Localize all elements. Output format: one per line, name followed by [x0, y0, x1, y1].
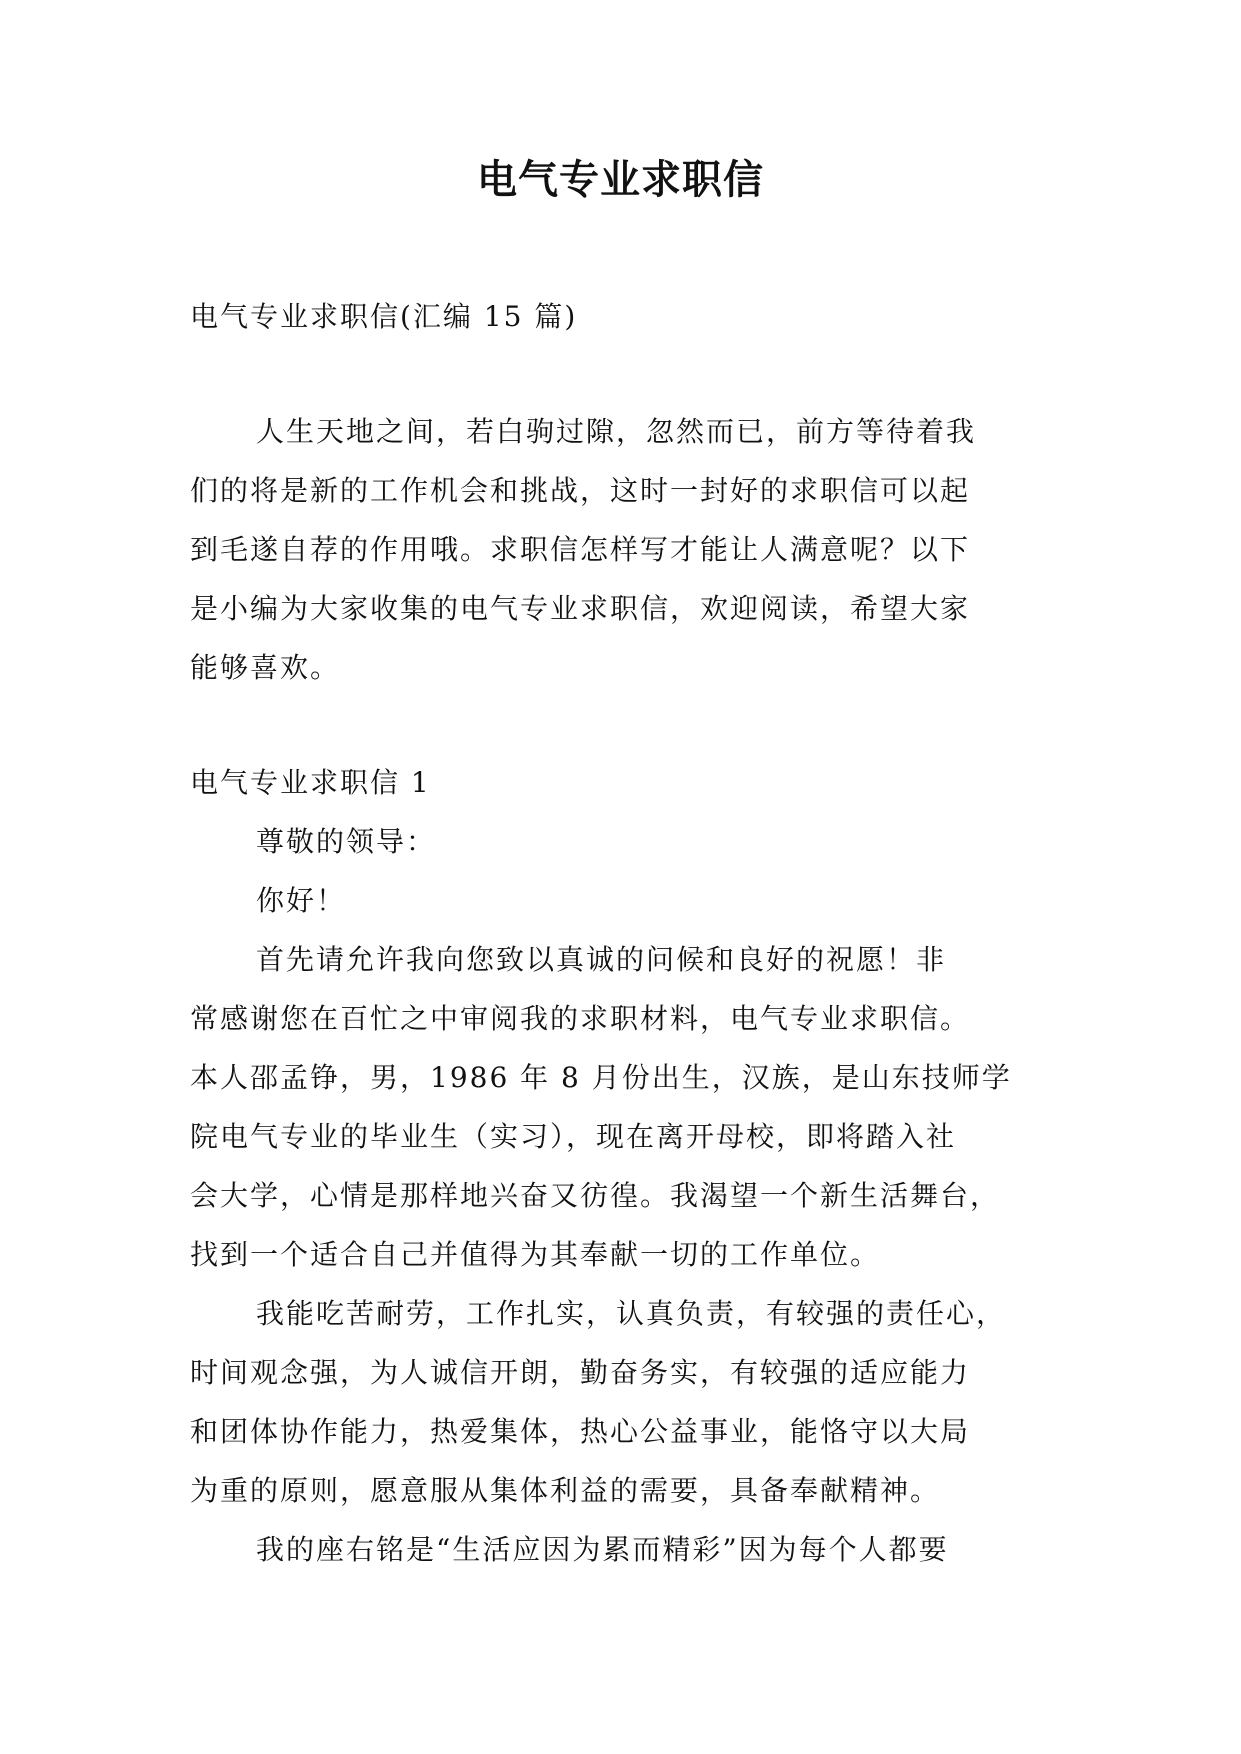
intro-line: 人生天地之间，若白驹过隙，忽然而已，前方等待着我: [256, 415, 977, 448]
paragraph-line: 本人邵孟铮，男，1986 年 8 月份出生，汉族，是山东技师学: [190, 1061, 1012, 1094]
paragraph-line: 首先请允许我向您致以真诚的问候和良好的祝愿！非: [256, 943, 947, 976]
paragraph-line: 会大学，心情是那样地兴奋又彷徨。我渴望一个新生活舞台，: [190, 1179, 1001, 1212]
letter-greeting: 你好！: [256, 884, 347, 917]
paragraph-line: 我能吃苦耐劳，工作扎实，认真负责，有较强的责任心，: [256, 1297, 1007, 1330]
paragraph-line: 和团体协作能力，热爱集体，热心公益事业，能恪守以大局: [190, 1415, 971, 1448]
intro-paragraph: [190, 402, 1070, 697]
letter-paragraph-3: [190, 1520, 1070, 1579]
letter-heading: 电气专业求职信 1: [190, 766, 431, 799]
intro-line: 到毛遂自荐的作用哦。求职信怎样写才能让人满意呢？以下: [190, 533, 971, 566]
letter-paragraph-1: [190, 930, 1070, 1284]
paragraph-line: 我的座右铭是“生活应因为累而精彩”因为每个人都要: [256, 1533, 949, 1566]
letter-paragraph-2: [190, 1284, 1070, 1520]
letter-section: [190, 753, 1070, 1579]
paragraph-line: 找到一个适合自己并值得为其奉献一切的工作单位。: [190, 1238, 881, 1271]
paragraph-line: 时间观念强，为人诚信开朗，勤奋务实，有较强的适应能力: [190, 1356, 971, 1389]
intro-line: 是小编为大家收集的电气专业求职信，欢迎阅读，希望大家: [190, 592, 971, 625]
letter-salutation: 尊敬的领导：: [256, 825, 437, 858]
document-subtitle: [190, 287, 1070, 346]
paragraph-line: 为重的原则，愿意服从集体利益的需要，具备奉献精神。: [190, 1474, 941, 1507]
subtitle-line: 电气专业求职信(汇编 15 篇): [190, 300, 578, 333]
paragraph-line: 院电气专业的毕业生（实习），现在离开母校，即将踏入社: [190, 1120, 957, 1153]
paragraph-line: 常感谢您在百忙之中审阅我的求职材料，电气专业求职信。: [190, 1002, 971, 1035]
document-title: 电气专业求职信: [477, 156, 764, 203]
intro-line: 们的将是新的工作机会和挑战，这时一封好的求职信可以起: [190, 474, 971, 507]
intro-line: 能够喜欢。: [190, 651, 341, 684]
